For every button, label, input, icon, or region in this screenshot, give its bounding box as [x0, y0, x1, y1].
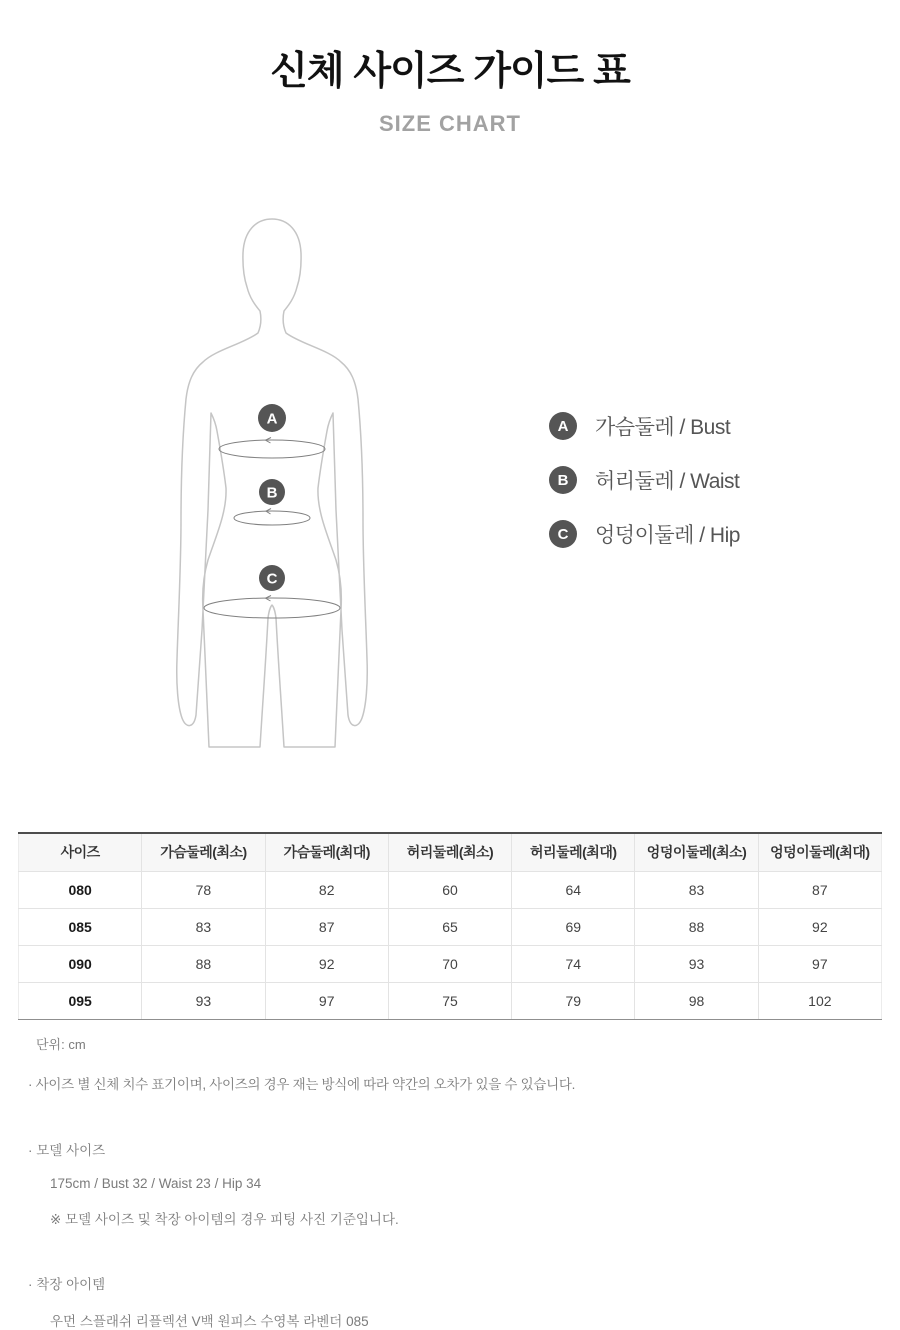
cell-hip-min: 93	[635, 945, 758, 982]
legend-label-waist: 허리둘레 / Waist	[595, 470, 740, 493]
cell-bust-max: 87	[265, 908, 388, 945]
cell-bust-min: 78	[142, 871, 265, 908]
cell-size: 085	[19, 908, 142, 945]
cell-waist-max: 74	[512, 945, 635, 982]
legend-item-hip	[549, 520, 740, 548]
table-row	[19, 982, 882, 1019]
footnotes	[0, 1034, 900, 1330]
legend-item-waist	[549, 466, 740, 494]
header-bust-min: 가슴둘레(최소)	[142, 834, 265, 871]
cell-size: 095	[19, 982, 142, 1019]
cell-hip-min: 88	[635, 908, 758, 945]
page-subtitle: SIZE CHART	[379, 111, 521, 136]
table-row	[19, 871, 882, 908]
unit-note: 단위: cm	[36, 1037, 86, 1052]
hip-measure-line	[204, 598, 340, 618]
legend-badge-c: C	[549, 520, 577, 548]
cell-size: 080	[19, 871, 142, 908]
cell-bust-min: 83	[142, 908, 265, 945]
outfit-title: · 착장 아이템	[28, 1277, 106, 1292]
legend-badge-a: A	[549, 412, 577, 440]
cell-hip-max: 102	[758, 982, 881, 1019]
marker-c-letter: C	[266, 570, 278, 588]
cell-size: 090	[19, 945, 142, 982]
header-waist-min: 허리둘레(최소)	[388, 834, 511, 871]
size-table	[18, 832, 882, 1020]
marker-b-letter: B	[266, 484, 278, 502]
legend-item-bust	[549, 412, 740, 440]
waist-measure-line	[234, 511, 310, 525]
legend-label-hip: 엉덩이둘레 / Hip	[595, 524, 740, 547]
table-row	[19, 945, 882, 982]
body-measurement-diagram	[0, 135, 900, 832]
model-size-value: 175cm / Bust 32 / Waist 23 / Hip 34	[50, 1176, 262, 1191]
header-waist-max: 허리둘레(최대)	[512, 834, 635, 871]
cell-bust-min: 88	[142, 945, 265, 982]
cell-bust-min: 93	[142, 982, 265, 1019]
cell-hip-max: 92	[758, 908, 881, 945]
header-hip-max: 엉덩이둘레(최대)	[758, 834, 881, 871]
body-outline-illustration	[172, 216, 372, 746]
outfit-value: 우먼 스플래쉬 리플렉션 V백 원피스 수영복 라벤더 085	[50, 1314, 369, 1329]
size-tolerance-note: · 사이즈 별 신체 치수 표기이며, 사이즈의 경우 재는 방식에 따라 약간의 오차가 있을 수 있습니다.	[28, 1077, 576, 1092]
cell-hip-max: 87	[758, 871, 881, 908]
bust-measure-line	[219, 440, 325, 458]
cell-waist-min: 70	[388, 945, 511, 982]
cell-waist-min: 60	[388, 871, 511, 908]
cell-waist-max: 64	[512, 871, 635, 908]
cell-waist-max: 79	[512, 982, 635, 1019]
model-size-title: · 모델 사이즈	[28, 1143, 106, 1158]
cell-waist-max: 69	[512, 908, 635, 945]
model-size-note: ※ 모델 사이즈 및 착장 아이템의 경우 피팅 사진 기준입니다.	[50, 1212, 399, 1227]
page-title: 신체 사이즈 가이드 표	[270, 50, 630, 93]
cell-bust-max: 92	[265, 945, 388, 982]
measurement-legend	[549, 412, 740, 574]
cell-hip-max: 97	[758, 945, 881, 982]
cell-waist-min: 65	[388, 908, 511, 945]
marker-a-letter: A	[266, 410, 278, 428]
header-bust-max: 가슴둘레(최대)	[265, 834, 388, 871]
legend-badge-b: B	[549, 466, 577, 494]
header-hip-min: 엉덩이둘레(최소)	[635, 834, 758, 871]
table-row	[19, 908, 882, 945]
legend-label-bust: 가슴둘레 / Bust	[595, 416, 731, 439]
cell-bust-max: 97	[265, 982, 388, 1019]
cell-hip-min: 83	[635, 871, 758, 908]
cell-waist-min: 75	[388, 982, 511, 1019]
size-table-header-row	[19, 834, 882, 871]
body-figure	[172, 216, 372, 746]
cell-bust-max: 82	[265, 871, 388, 908]
header-size: 사이즈	[19, 834, 142, 871]
cell-hip-min: 98	[635, 982, 758, 1019]
